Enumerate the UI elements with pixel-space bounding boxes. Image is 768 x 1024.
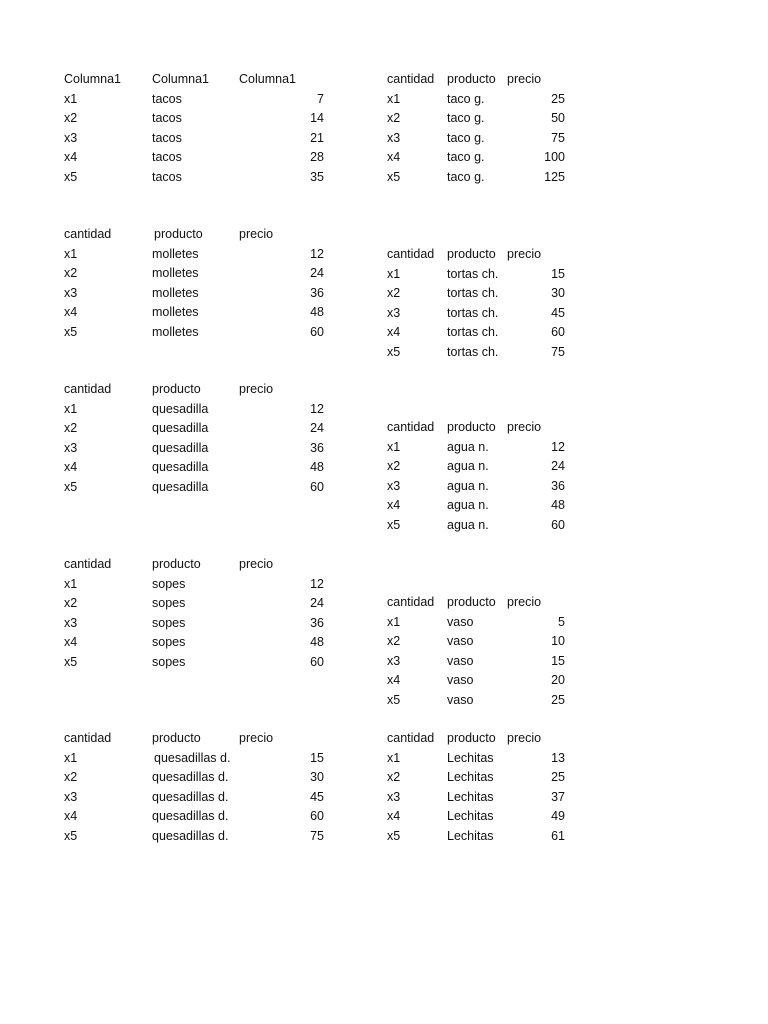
column-header: producto <box>447 595 496 609</box>
cantidad-cell: x5 <box>64 479 78 494</box>
producto-cell: Lechitas <box>447 809 494 823</box>
precio-cell: 24 <box>310 596 324 610</box>
precio-cell: 61 <box>551 828 565 843</box>
producto-cell: tortas ch. <box>447 344 499 359</box>
precio-cell: 37 <box>551 789 565 804</box>
producto-cell: molletes <box>152 324 199 339</box>
precio-cell: 28 <box>310 150 324 164</box>
precio-cell: 48 <box>310 460 324 474</box>
producto-cell: agua n. <box>447 439 489 454</box>
producto-cell: taco g. <box>447 91 485 106</box>
precio-cell: 12 <box>310 401 324 416</box>
precio-cell: 49 <box>551 809 565 823</box>
column-header: cantidad <box>387 420 435 434</box>
precio-cell: 60 <box>310 324 324 339</box>
producto-cell: sopes <box>152 635 186 649</box>
cantidad-cell: x4 <box>64 150 78 164</box>
producto-cell: tacos <box>152 91 182 106</box>
producto-cell: sopes <box>152 615 186 630</box>
cantidad-cell: x5 <box>387 517 401 532</box>
cantidad-cell: x2 <box>64 770 78 784</box>
precio-cell: 75 <box>551 130 565 145</box>
producto-cell: quesadilla <box>152 421 209 435</box>
precio-cell: 45 <box>551 305 565 320</box>
producto-cell: quesadillas d. <box>152 789 229 804</box>
producto-cell: Lechitas <box>447 750 494 765</box>
cantidad-cell: x3 <box>64 130 78 145</box>
cantidad-cell: x1 <box>64 750 78 765</box>
producto-cell: tortas ch. <box>447 266 499 281</box>
cantidad-cell: x5 <box>64 324 78 339</box>
cantidad-cell: x5 <box>387 169 401 184</box>
producto-cell: quesadillas d. <box>152 809 229 823</box>
cantidad-cell: x3 <box>387 130 401 145</box>
column-header: producto <box>447 420 496 434</box>
producto-cell: vaso <box>447 692 474 707</box>
producto-cell: molletes <box>152 246 199 261</box>
column-header: cantidad <box>387 595 435 609</box>
precio-cell: 60 <box>310 479 324 494</box>
precio-cell: 36 <box>310 615 324 630</box>
producto-cell: taco g. <box>447 111 485 125</box>
cantidad-cell: x3 <box>64 615 78 630</box>
precio-cell: 45 <box>310 789 324 804</box>
producto-cell: agua n. <box>447 478 489 493</box>
precio-cell: 10 <box>551 634 565 648</box>
precio-cell: 25 <box>551 770 565 784</box>
column-header: precio <box>239 557 274 571</box>
column-header: producto <box>152 731 201 745</box>
producto-cell: taco g. <box>447 150 485 164</box>
precio-cell: 25 <box>551 692 565 707</box>
producto-cell: taco g. <box>447 130 485 145</box>
column-header: precio <box>239 227 274 241</box>
producto-cell: tacos <box>152 169 182 184</box>
column-header: cantidad <box>64 227 112 241</box>
column-header: precio <box>507 420 542 434</box>
precio-cell: 14 <box>310 111 324 125</box>
cantidad-cell: x4 <box>387 498 401 512</box>
column-header: Columna1 <box>152 72 209 86</box>
cantidad-cell: x3 <box>387 653 401 668</box>
producto-cell: quesadillas d. <box>152 828 229 843</box>
producto-cell: agua n. <box>447 517 489 532</box>
column-header: cantidad <box>387 72 435 86</box>
precio-cell: 12 <box>310 576 324 591</box>
precio-cell: 75 <box>310 828 324 843</box>
producto-cell: molletes <box>152 266 199 280</box>
precio-cell: 5 <box>558 614 565 629</box>
cantidad-cell: x4 <box>387 673 401 687</box>
precio-cell: 60 <box>310 654 324 669</box>
cantidad-cell: x3 <box>387 478 401 493</box>
producto-cell: sopes <box>152 596 186 610</box>
producto-cell: Lechitas <box>447 789 494 804</box>
column-header: precio <box>239 382 274 396</box>
producto-cell: Lechitas <box>447 770 494 784</box>
cantidad-cell: x1 <box>64 91 78 106</box>
cantidad-cell: x2 <box>387 286 401 300</box>
producto-cell: quesadilla <box>152 460 209 474</box>
precio-cell: 12 <box>310 246 324 261</box>
cantidad-cell: x3 <box>64 789 78 804</box>
producto-cell: quesadilla <box>152 440 209 455</box>
precio-cell: 60 <box>310 809 324 823</box>
column-header: cantidad <box>387 731 435 745</box>
cantidad-cell: x1 <box>387 91 401 106</box>
precio-cell: 36 <box>310 285 324 300</box>
precio-cell: 60 <box>551 517 565 532</box>
precio-cell: 48 <box>310 305 324 319</box>
cantidad-cell: x2 <box>64 111 78 125</box>
cantidad-cell: x2 <box>387 634 401 648</box>
cantidad-cell: x1 <box>387 614 401 629</box>
producto-cell: quesadillas d. <box>152 770 229 784</box>
cantidad-cell: x4 <box>387 325 401 339</box>
precio-cell: 13 <box>551 750 565 765</box>
precio-cell: 60 <box>551 325 565 339</box>
cantidad-cell: x3 <box>64 440 78 455</box>
precio-cell: 15 <box>551 266 565 281</box>
precio-cell: 48 <box>551 498 565 512</box>
precio-cell: 15 <box>551 653 565 668</box>
column-header: producto <box>447 247 496 261</box>
cantidad-cell: x2 <box>387 459 401 473</box>
cantidad-cell: x4 <box>387 809 401 823</box>
column-header: cantidad <box>64 382 112 396</box>
column-header: precio <box>507 731 542 745</box>
producto-cell: sopes <box>152 654 186 669</box>
precio-cell: 7 <box>317 91 324 106</box>
column-header: Columna1 <box>64 72 121 86</box>
column-header: precio <box>507 595 542 609</box>
cantidad-cell: x3 <box>387 305 401 320</box>
cantidad-cell: x1 <box>387 266 401 281</box>
cantidad-cell: x5 <box>64 828 78 843</box>
cantidad-cell: x1 <box>64 246 78 261</box>
precio-cell: 36 <box>551 478 565 493</box>
producto-cell: vaso <box>447 634 474 648</box>
producto-cell: tacos <box>152 111 182 125</box>
cantidad-cell: x4 <box>64 809 78 823</box>
precio-cell: 20 <box>551 673 565 687</box>
precio-cell: 24 <box>310 266 324 280</box>
precio-cell: 24 <box>551 459 565 473</box>
column-header: producto <box>152 557 201 571</box>
producto-cell: vaso <box>447 673 474 687</box>
cantidad-cell: x1 <box>64 576 78 591</box>
cantidad-cell: x3 <box>64 285 78 300</box>
producto-cell: taco g. <box>447 169 485 184</box>
column-header: precio <box>507 247 542 261</box>
precio-cell: 25 <box>551 91 565 106</box>
cantidad-cell: x1 <box>387 439 401 454</box>
precio-cell: 36 <box>310 440 324 455</box>
producto-cell: vaso <box>447 653 474 668</box>
precio-cell: 35 <box>310 169 324 184</box>
cantidad-cell: x2 <box>387 770 401 784</box>
producto-cell: sopes <box>152 576 186 591</box>
producto-cell: agua n. <box>447 459 489 473</box>
cantidad-cell: x5 <box>387 828 401 843</box>
producto-cell: tacos <box>152 150 182 164</box>
column-header: precio <box>239 731 274 745</box>
cantidad-cell: x2 <box>64 421 78 435</box>
cantidad-cell: x4 <box>64 460 78 474</box>
cantidad-cell: x5 <box>387 344 401 359</box>
producto-cell: tortas ch. <box>447 286 499 300</box>
column-header: producto <box>152 382 201 396</box>
precio-cell: 30 <box>551 286 565 300</box>
column-header: producto <box>154 227 203 241</box>
column-header: cantidad <box>64 731 112 745</box>
column-header: cantidad <box>64 557 112 571</box>
producto-cell: quesadilla <box>152 401 209 416</box>
column-header: producto <box>447 731 496 745</box>
producto-cell: molletes <box>152 285 199 300</box>
precio-cell: 12 <box>551 439 565 454</box>
cantidad-cell: x2 <box>64 266 78 280</box>
precio-cell: 48 <box>310 635 324 649</box>
cantidad-cell: x4 <box>64 635 78 649</box>
cantidad-cell: x5 <box>387 692 401 707</box>
precio-cell: 50 <box>551 111 565 125</box>
producto-cell: quesadillas d. <box>154 750 231 765</box>
precio-cell: 15 <box>310 750 324 765</box>
producto-cell: agua n. <box>447 498 489 512</box>
column-header: cantidad <box>387 247 435 261</box>
precio-cell: 100 <box>544 150 565 164</box>
precio-cell: 125 <box>544 169 565 184</box>
cantidad-cell: x1 <box>387 750 401 765</box>
cantidad-cell: x4 <box>387 150 401 164</box>
cantidad-cell: x5 <box>64 654 78 669</box>
cantidad-cell: x5 <box>64 169 78 184</box>
precio-cell: 30 <box>310 770 324 784</box>
column-header: Columna1 <box>239 72 296 86</box>
column-header: producto <box>447 72 496 86</box>
producto-cell: Lechitas <box>447 828 494 843</box>
precio-cell: 24 <box>310 421 324 435</box>
cantidad-cell: x1 <box>64 401 78 416</box>
cantidad-cell: x2 <box>387 111 401 125</box>
precio-cell: 75 <box>551 344 565 359</box>
cantidad-cell: x4 <box>64 305 78 319</box>
cantidad-cell: x3 <box>387 789 401 804</box>
column-header: precio <box>507 72 542 86</box>
producto-cell: tortas ch. <box>447 305 499 320</box>
producto-cell: quesadilla <box>152 479 209 494</box>
cantidad-cell: x2 <box>64 596 78 610</box>
producto-cell: molletes <box>152 305 199 319</box>
producto-cell: vaso <box>447 614 474 629</box>
precio-cell: 21 <box>310 130 324 145</box>
producto-cell: tortas ch. <box>447 325 499 339</box>
producto-cell: tacos <box>152 130 182 145</box>
